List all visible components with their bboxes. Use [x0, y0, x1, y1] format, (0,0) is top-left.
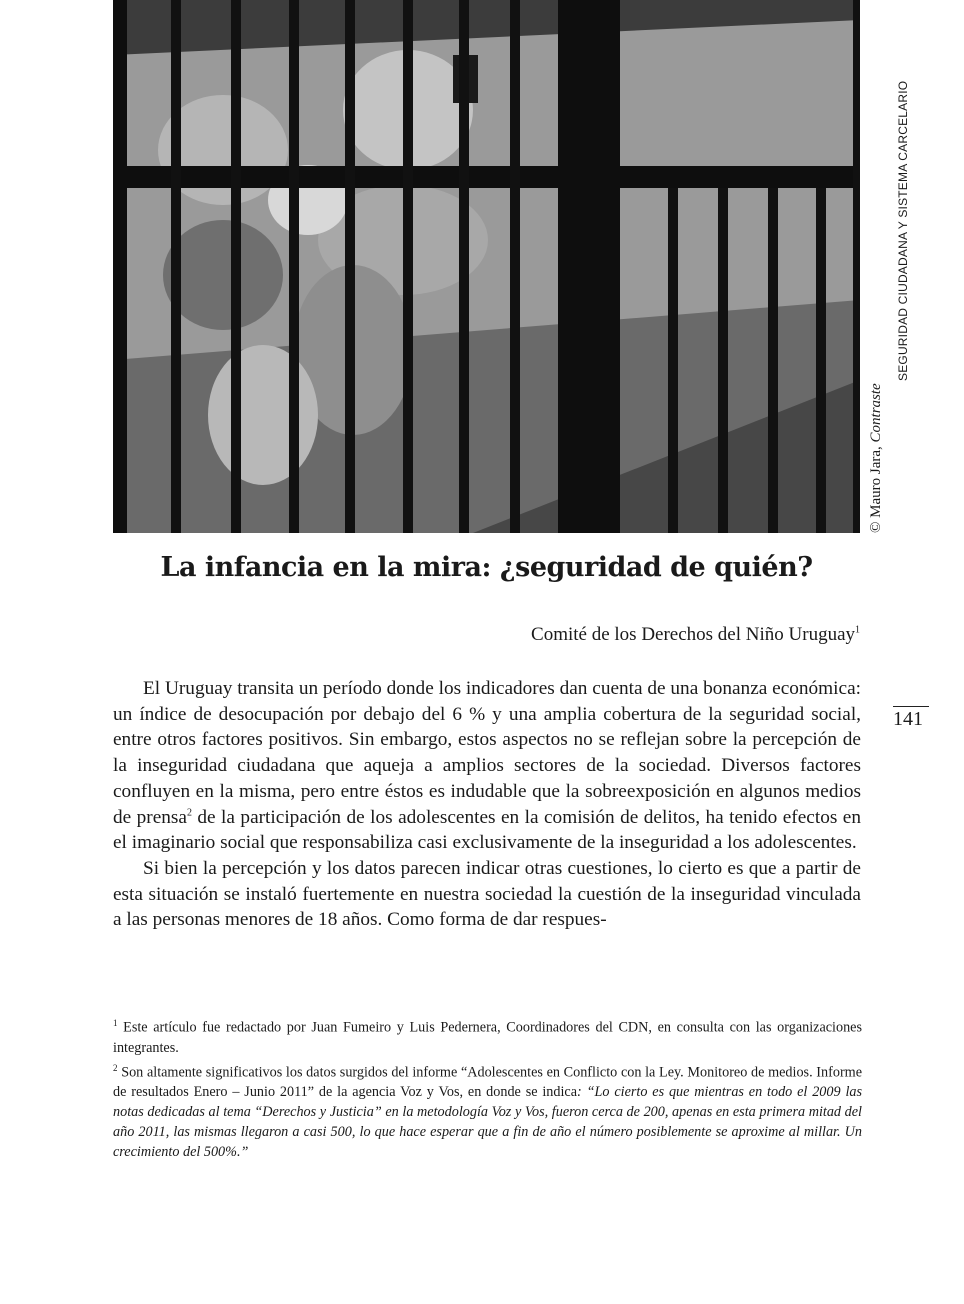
footnote-2 [113, 1058, 862, 1163]
cover-photo [113, 0, 860, 533]
footnote-1-text: Este artículo fue redactado por Juan Fumeiro y Luis Pedernera, Coordinadores del CDN, en consulta con las organizaciones integrantes. [113, 1019, 862, 1056]
photo-credit-author: © Mauro Jara, [868, 442, 884, 533]
footnote-1 [113, 1013, 862, 1058]
balloons-behind-bars-image [113, 0, 860, 533]
footnote-2-number: 2 [113, 1062, 118, 1073]
footnote-1-number: 1 [113, 1018, 118, 1028]
running-head: SEGURIDAD CIUDADANA Y SISTEMA CARCELARIO [896, 80, 910, 381]
footnote-2-quote: : “Lo cierto es que mientras en todo el 2009 las notas dedicadas al tema “Derechos y Justicia” en la metodología Voz y Vos, fueron cerca de 200, apenas en esta primera mitad del año 2011, las mismas llegaron a casi 500, lo que hace esperar que a fin de año el número posiblemente se aproxime al millar. Un crecimiento del 500%.” [113, 1084, 862, 1161]
photo-credit [868, 358, 885, 533]
author-name: Comité de los Derechos del Niño Uruguay [531, 624, 855, 645]
article-author [531, 624, 860, 646]
article-body [113, 676, 861, 933]
footnotes [113, 1013, 862, 1162]
footnote-ref-2[interactable]: 2 [186, 807, 192, 819]
paragraph-1-text-b: de la participación de los adolescentes en la comisión de delitos, ha tenido efectos en el imaginario social que responsabiliza casi exclusivamente de la inseguridad a los adolescentes. [113, 806, 861, 854]
paragraph-1-text-a: El Uruguay transita un período donde los indicadores dan cuenta de una bonanza económica: un índice de desocupación por debajo del 6 % y una amplia cobertura de la seguridad social, entre otros factores positivos. Sin embargo, estos aspectos no se reflejan sobre la percepción de la inseguridad ciudadana que aqueja a amplios sectores de la sociedad. Diversos factores confluyen en la misma, pero entre éstos es indudable que la sobreexposición en algunos medios de prensa [113, 678, 861, 828]
footnote-2-text: Son altamente significativos los datos surgidos del informe “Adolescentes en Conflicto con la Ley. Monitoreo de medios. Informe de resultados Enero – Junio 2011” de la agencia Voz y Vos, en donde se indica [113, 1064, 862, 1101]
author-footnote-ref[interactable]: 1 [855, 624, 860, 636]
photo-credit-source: Contraste [868, 383, 884, 443]
page-number: 141 [893, 706, 929, 731]
article-title: La infancia en la mira: ¿seguridad de quién? [160, 552, 813, 583]
paragraph-2: Si bien la percepción y los datos parecen indicar otras cuestiones, lo cierto es que a partir de esta situación se instaló fuertemente en nuestra sociedad la cuestión de la inseguridad vinculada a las personas menores de 18 años. Como forma de dar respues- [113, 857, 861, 931]
paragraph-1 [113, 676, 861, 856]
